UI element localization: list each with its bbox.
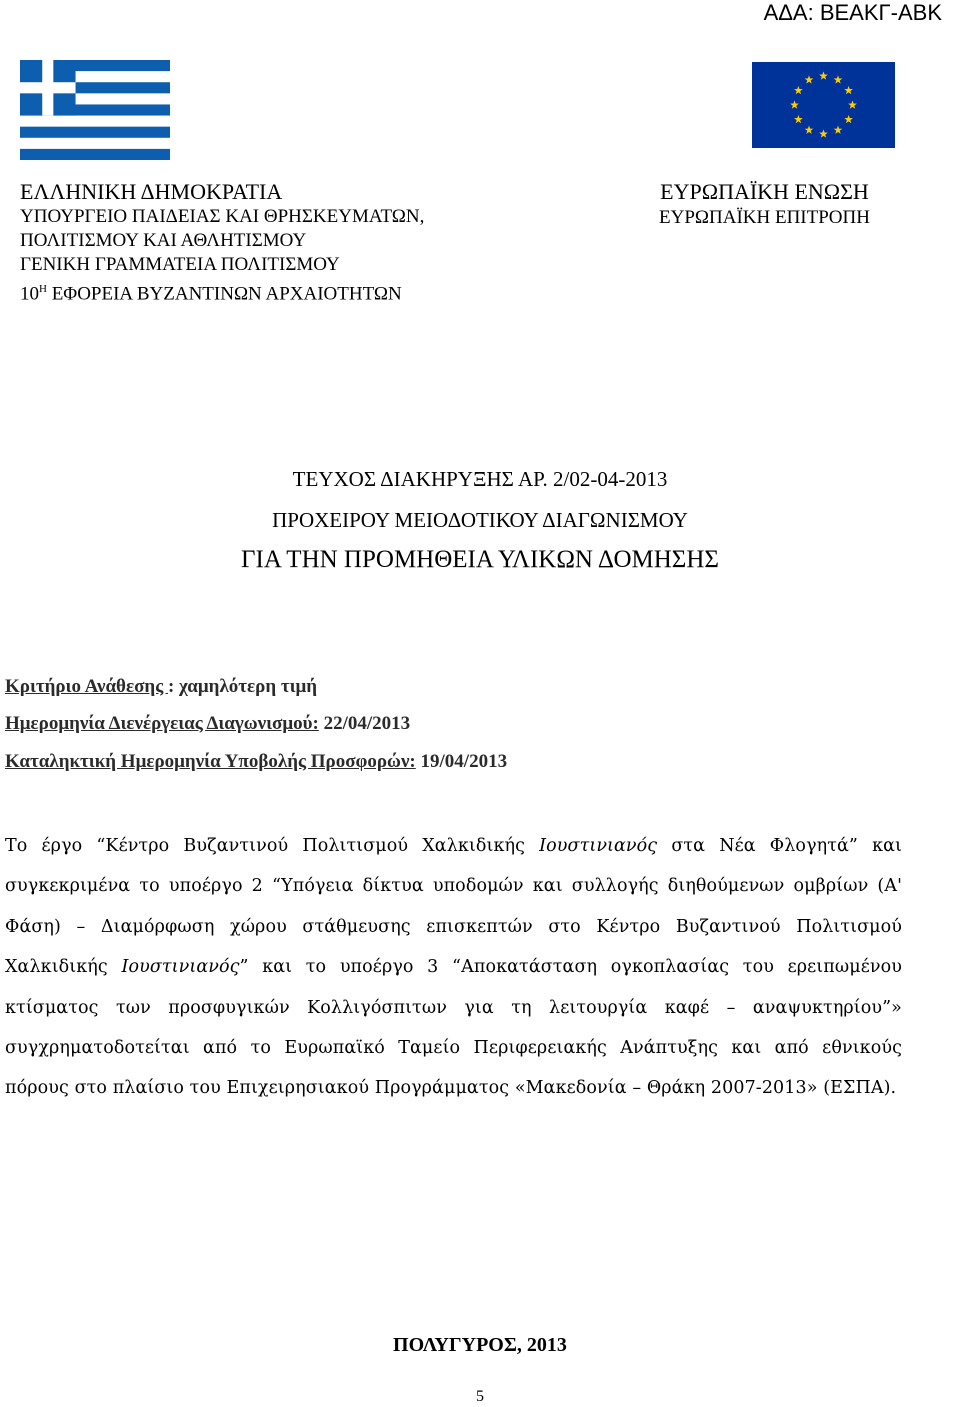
award-criterion-value: : χαμηλότερη τιμή [167,676,318,697]
issuer-block [20,179,424,306]
award-criterion [5,675,317,699]
tender-date-label: Ημερομηνία Διενέργειας Διαγωνισμού: [5,713,319,734]
issuer-republic: ΕΛΛΗΝΙΚΗ ΔΗΜΟΚΡΑΤΙΑ [20,179,283,204]
document-number: ΤΕΥΧΟΣ ΔΙΑΚΗΡΥΞΗΣ ΑΡ. 2/02-04-2013 [292,467,668,491]
page-number: 5 [476,1388,484,1405]
tender-date-value: 22/04/2013 [318,713,411,734]
eu-commission: ΕΥΡΩΠΑΪΚΗ ΕΠΙΤΡΟΠΗ [659,207,870,228]
issuer-ephorate: $10^H$ ΕΦΟΡΕΙΑ ΒΥΖΑΝΤΙΝΩΝ ΑΡΧΑΙΟΤΗΤΩΝ [20,283,402,305]
issuer-ministry-cont: ΠΟΛΙΤΙΣΜΟΥ ΚΑΙ ΑΘΛΗΤΙΣΜΟΥ [20,230,307,251]
issuer-ministry: ΥΠΟΥΡΓΕΙΟ ΠΑΙΔΕΙΑΣ ΚΑΙ ΘΡΗΣΚΕΥΜΑΤΩΝ, [20,206,425,227]
place-year: ΠΟΛΥΓΥΡΟΣ, 2013 [393,1334,567,1356]
eu-block [659,179,870,231]
tender-subject: ΓΙΑ ΤΗΝ ΠΡΟΜΗΘΕΙΑ ΥΛΙΚΩΝ ΔΟΜΗΣΗΣ [241,546,719,573]
eu-union: ΕΥΡΩΠΑΪΚΗ ΕΝΩΣΗ [660,179,869,204]
award-criterion-label: Κριτήριο Ανάθεσης [5,676,168,697]
issuer-secretariat: ΓΕΝΙΚΗ ΓΡΑΜΜΑΤΕΙΑ ΠΟΛΙΤΙΣΜΟΥ [20,254,340,275]
submission-deadline-label: Καταληκτική Ημερομηνία Υποβολής Προσφορών: [5,751,416,772]
ada-code: ΑΔΑ: ΒΕΑΚΓ-ΑΒΚ [763,0,942,25]
submission-deadline [5,750,507,774]
tender-date [5,712,410,736]
submission-deadline-value: 19/04/2013 [415,751,508,772]
greek-flag-icon [20,60,170,160]
tender-type: ΠΡΟΧΕΙΡΟΥ ΜΕΙΟΔΟΤΙΚΟΥ ΔΙΑΓΩΝΙΣΜΟΥ [272,508,688,532]
eu-flag-icon [752,62,895,148]
funding-paragraph: Το έργο “Κέντρο Βυζαντινού Πολιτισμού Χαλκιδικής Ιουστινιανός στα Νέα Φλογητά” και συγκεκριμένα το υποέργο 2 “Υπόγεια δίκτυα υποδομών και συλλογής διηθούμενων ομβρίων (Α' Φάση) – Διαμόρφωση χώρου στάθμευσης επισκεπτών στο Κέντρο Βυζαντινού Πολιτισμού Χαλκιδικής Ιουστινιανός” και το υποέργο 3 “Αποκατάσταση ογκοπλασίας του ερειπωμένου κτίσματος των προσφυγικών Κολλιγόσπιτων για τη λειτουργία καφέ – αναψυκτηρίου”» συγχρηματοδοτείται από το Ευρωπαϊκό Ταμείο Περιφερειακής Ανάπτυξης και από εθνικούς πόρους στο πλαίσιο του Επιχειρησιακού Προγράμματος «Μακεδονία – Θράκη 2007-2013» (ΕΣΠΑ). [5,836,902,1099]
